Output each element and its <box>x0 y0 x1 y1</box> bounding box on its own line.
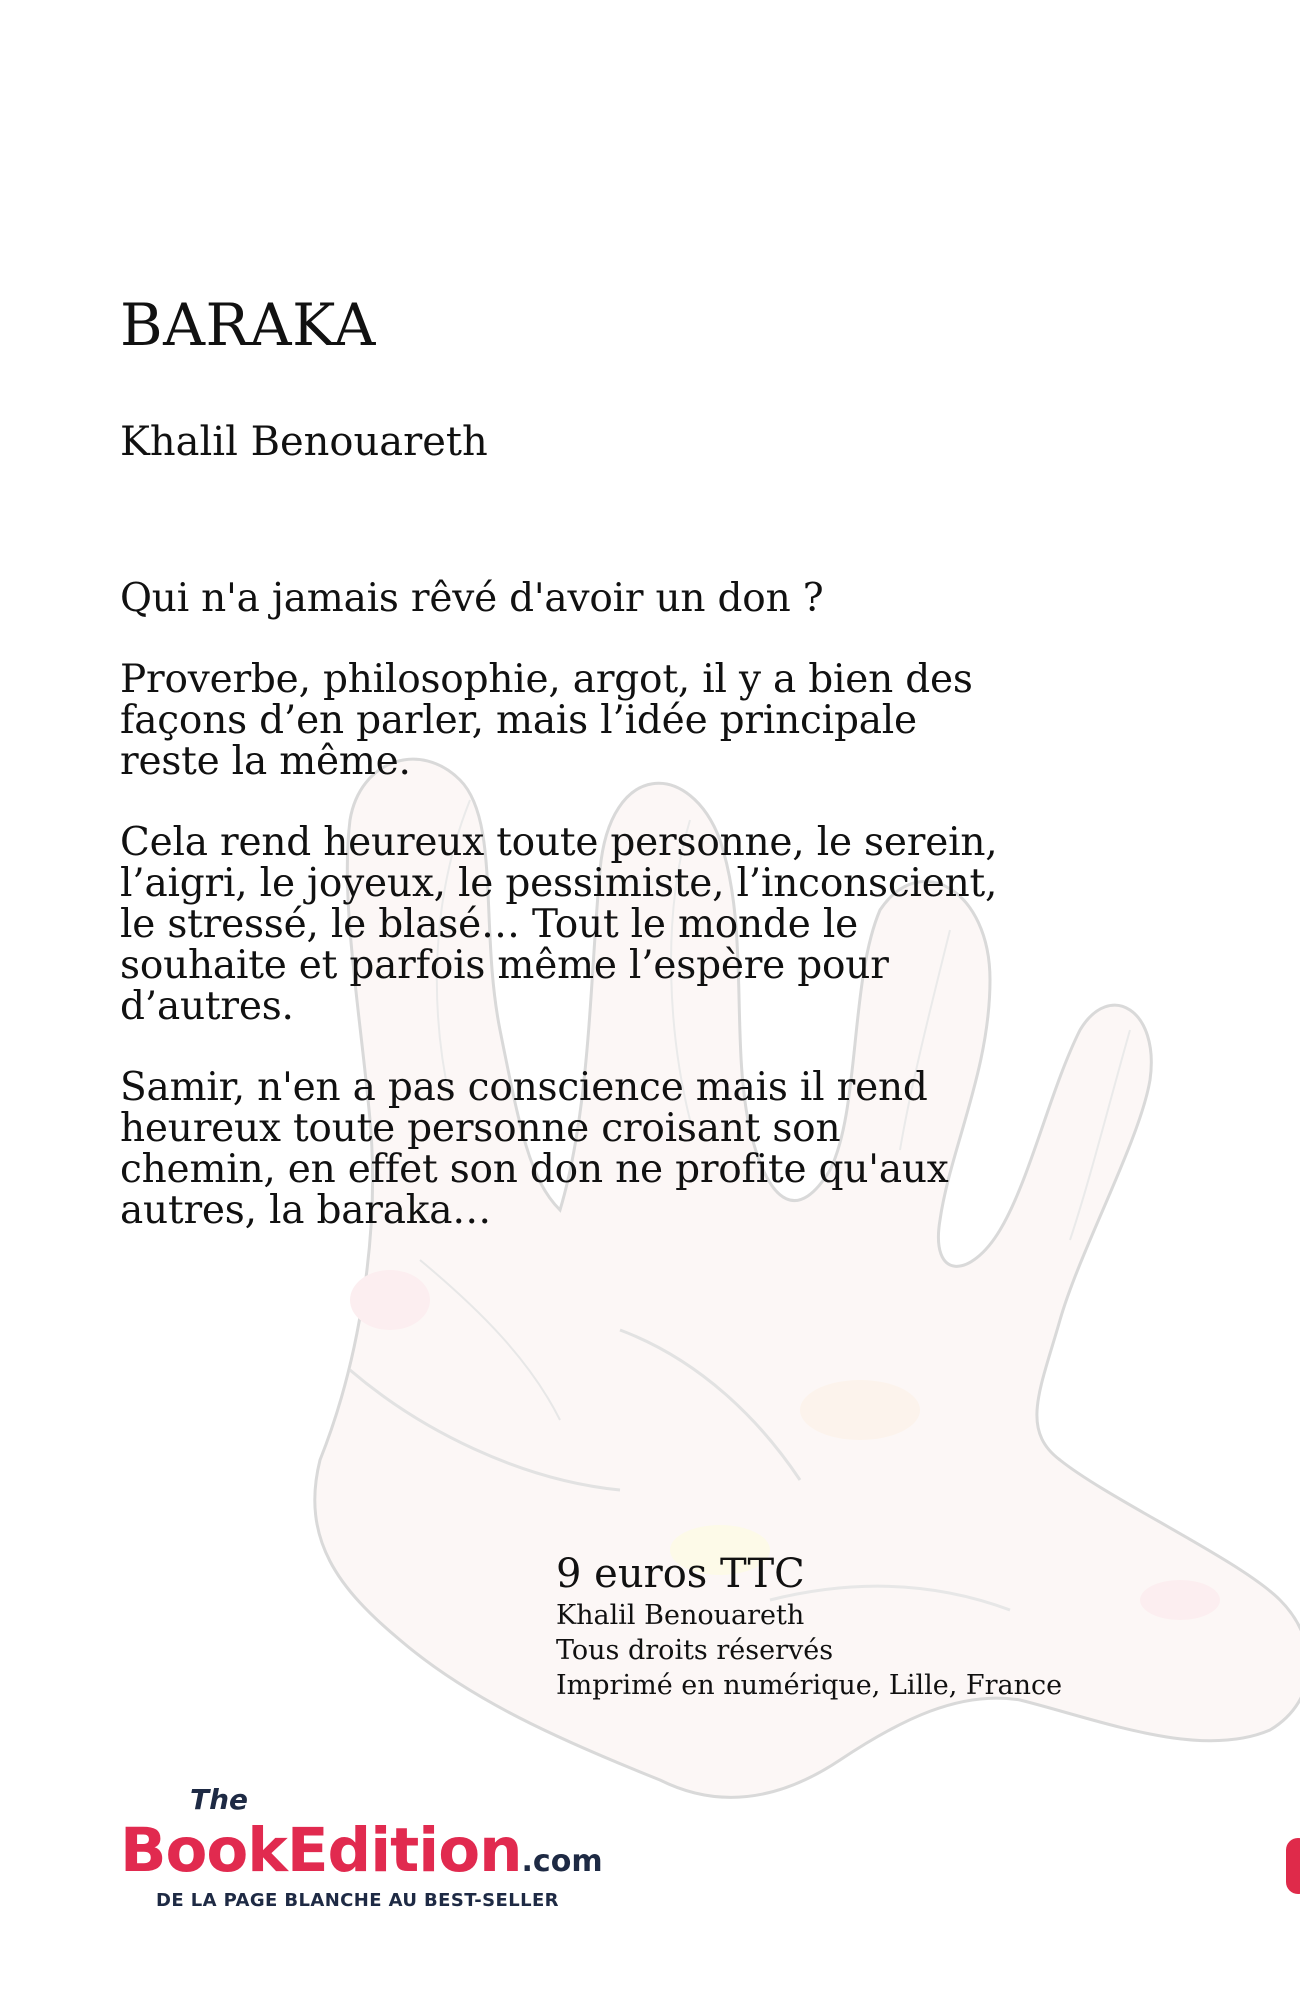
logo-the: The <box>190 1783 249 1816</box>
book-title: BARAKA <box>120 291 376 359</box>
rights-notice: Tous droits réservés <box>556 1635 834 1666</box>
credits-author: Khalil Benouareth <box>556 1600 805 1631</box>
synopsis <box>120 578 1000 1271</box>
logo-brand-name: BookEdition <box>120 1815 522 1886</box>
credits-block <box>556 1552 1062 1703</box>
synopsis-paragraph: Cela rend heureux toute personne, le serein, l’aigri, le joyeux, le pessimiste, l’inconscient, le stressé, le blasé… Tout le monde le souhaite et parfois même l’espère pour d’autres. <box>120 820 998 1029</box>
logo-domain-suffix: .com <box>521 1844 603 1879</box>
synopsis-paragraph: Proverbe, philosophie, argot, il y a bien des façons d’en parler, mais l’idée principale reste la même. <box>120 657 973 784</box>
printing-info: Imprimé en numérique, Lille, France <box>556 1670 1063 1701</box>
edge-mark <box>1286 1838 1300 1894</box>
publisher-logo <box>120 1783 720 1920</box>
author-name: Khalil Benouareth <box>120 419 488 465</box>
logo-brand <box>120 1815 603 1886</box>
price: 9 euros TTC <box>556 1551 805 1597</box>
synopsis-paragraph: Samir, n'en a pas conscience mais il rend heureux toute personne croisant son chemin, en effet son don ne profite qu'aux autres, la baraka… <box>120 1065 949 1233</box>
logo-tagline: DE LA PAGE BLANCHE AU BEST-SELLER <box>156 1890 559 1911</box>
synopsis-paragraph: Qui n'a jamais rêvé d'avoir un don ? <box>120 576 824 621</box>
